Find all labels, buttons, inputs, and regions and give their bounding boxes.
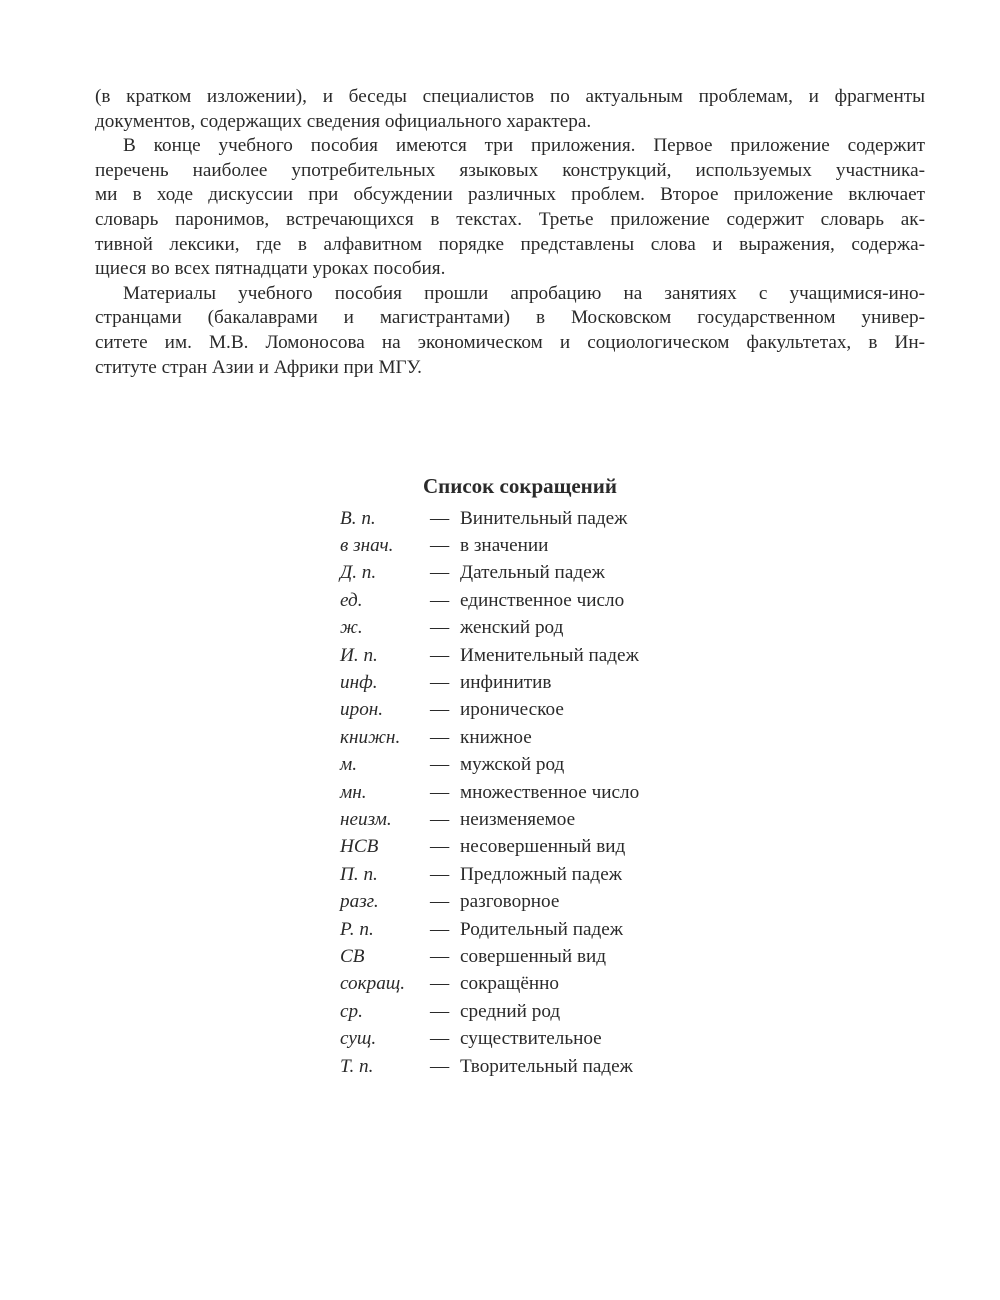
abbreviation-dash: — [430, 507, 450, 529]
abbreviation-meaning: Предложный падеж [460, 863, 622, 885]
text-line: Материалы учебного пособия прошли апробацию на занятиях с учащимися-ино- [123, 282, 925, 304]
abbreviation-meaning: сокращённо [460, 973, 559, 995]
abbreviation-row [340, 779, 720, 806]
abbreviation-meaning: мужской род [460, 754, 565, 776]
abbreviation-meaning: совершенный вид [460, 945, 607, 967]
abbreviation-row [340, 697, 720, 724]
abbreviation-row [340, 532, 720, 559]
abbreviation-dash: — [430, 672, 450, 694]
text-line: перечень наиболее употребительных языковых конструкций, используемых участника- [95, 159, 925, 181]
abbreviation-row [340, 560, 720, 587]
abbreviation-key: неизм. [340, 808, 392, 830]
abbreviation-dash: — [430, 1000, 450, 1022]
abbreviation-dash: — [430, 754, 450, 776]
abbreviation-key: НСВ [340, 836, 379, 858]
abbreviation-meaning: книжное [460, 726, 532, 748]
abbreviation-dash: — [430, 562, 450, 584]
abbreviation-dash: — [430, 726, 450, 748]
abbreviation-row [340, 916, 720, 943]
paragraph-2 [95, 134, 925, 282]
abbreviation-key: в знач. [340, 535, 394, 557]
text-line: ституте стран Азии и Африки при МГУ. [95, 356, 422, 378]
abbreviation-dash: — [430, 589, 450, 611]
abbreviations-title: Список сокращений [423, 474, 617, 498]
abbreviation-dash: — [430, 918, 450, 940]
paragraph-3 [95, 282, 925, 380]
abbreviation-key: мн. [340, 781, 367, 803]
abbreviation-row [340, 998, 720, 1025]
abbreviation-meaning: Винительный падеж [460, 507, 628, 529]
abbreviation-row [340, 752, 720, 779]
abbreviation-meaning: Родительный падеж [460, 918, 624, 940]
abbreviation-meaning: неизменяемое [460, 808, 576, 830]
abbreviation-key: П. п. [340, 863, 378, 885]
abbreviation-key: ирон. [340, 699, 384, 721]
abbreviation-key: Д. п. [340, 562, 377, 584]
abbreviation-row [340, 642, 720, 669]
abbreviation-dash: — [430, 863, 450, 885]
abbreviation-row [340, 806, 720, 833]
abbreviation-dash: — [430, 973, 450, 995]
body-text [95, 85, 925, 380]
abbreviation-dash: — [430, 808, 450, 830]
abbreviation-dash: — [430, 891, 450, 913]
abbreviation-row [340, 888, 720, 915]
abbreviations-rows [340, 505, 720, 1080]
abbreviation-meaning: существительное [460, 1028, 602, 1050]
abbreviation-row [340, 724, 720, 751]
abbreviation-dash: — [430, 945, 450, 967]
text-line: В конце учебного пособия имеются три приложения. Первое приложение содержит [123, 135, 925, 157]
abbreviation-meaning: ироническое [460, 699, 564, 721]
abbreviation-key: разг. [340, 891, 379, 913]
text-line: документов, содержащих сведения официального характера. [95, 110, 592, 132]
paragraph-1 [95, 85, 925, 134]
text-line: (в кратком изложении), и беседы специалистов по актуальным проблемам, и фрагменты [95, 86, 925, 107]
abbreviation-key: ед. [340, 589, 363, 611]
abbreviation-key: книжн. [340, 726, 401, 748]
abbreviation-row [340, 834, 720, 861]
text-line: щиеся во всех пятнадцати уроках пособия. [95, 258, 446, 280]
abbreviation-key: инф. [340, 672, 378, 694]
abbreviation-key: Р. п. [340, 918, 374, 940]
abbreviation-meaning: средний род [460, 1000, 561, 1022]
abbreviations-list [340, 474, 720, 1080]
abbreviation-meaning: Дательный падеж [460, 562, 605, 584]
abbreviation-key: м. [340, 754, 358, 776]
text-line: ситете им. М.В. Ломоносова на экономическом и социологическом факультетах, в Ин- [95, 331, 925, 353]
abbreviation-key: ж. [340, 617, 363, 639]
abbreviation-meaning: несовершенный вид [460, 836, 626, 858]
abbreviation-row [340, 1053, 720, 1080]
abbreviation-dash: — [430, 1028, 450, 1050]
abbreviation-dash: — [430, 699, 450, 721]
abbreviation-row [340, 615, 720, 642]
abbreviation-dash: — [430, 535, 450, 557]
abbreviation-row [340, 943, 720, 970]
abbreviation-dash: — [430, 836, 450, 858]
abbreviation-meaning: в значении [460, 535, 549, 557]
abbreviation-row [340, 861, 720, 888]
text-line: странцами (бакалаврами и магистрантами) в Московском государственном универ- [95, 307, 925, 329]
abbreviation-key: СВ [340, 945, 365, 967]
abbreviation-dash: — [430, 1055, 450, 1077]
abbreviation-meaning: разговорное [460, 891, 560, 913]
abbreviation-dash: — [430, 617, 450, 639]
abbreviation-key: сокращ. [340, 973, 406, 995]
abbreviation-row [340, 1025, 720, 1052]
abbreviation-meaning: единственное число [460, 589, 625, 611]
text-line: словарь паронимов, встречающихся в текстах. Третье приложение содержит словарь ак- [95, 208, 925, 230]
abbreviation-meaning: Именительный падеж [460, 644, 639, 666]
abbreviation-meaning: Творительный падеж [460, 1055, 633, 1077]
abbreviation-row [340, 587, 720, 614]
abbreviation-row [340, 669, 720, 696]
abbreviation-meaning: множественное число [460, 781, 640, 803]
abbreviation-key: И. п. [340, 644, 378, 666]
abbreviation-row [340, 505, 720, 532]
text-line: тивной лексики, где в алфавитном порядке представлены слова и выражения, содержа- [95, 233, 925, 255]
abbreviation-meaning: инфинитив [460, 672, 552, 694]
abbreviation-key: Т. п. [340, 1055, 374, 1077]
abbreviation-dash: — [430, 644, 450, 666]
abbreviation-dash: — [430, 781, 450, 803]
abbreviation-row [340, 971, 720, 998]
abbreviation-key: ср. [340, 1000, 363, 1022]
abbreviation-key: сущ. [340, 1028, 377, 1050]
abbreviation-meaning: женский род [460, 617, 564, 639]
text-line: ми в ходе дискуссии при обсуждении различных проблем. Второе приложение включает [95, 184, 925, 206]
abbreviation-key: В. п. [340, 507, 376, 529]
